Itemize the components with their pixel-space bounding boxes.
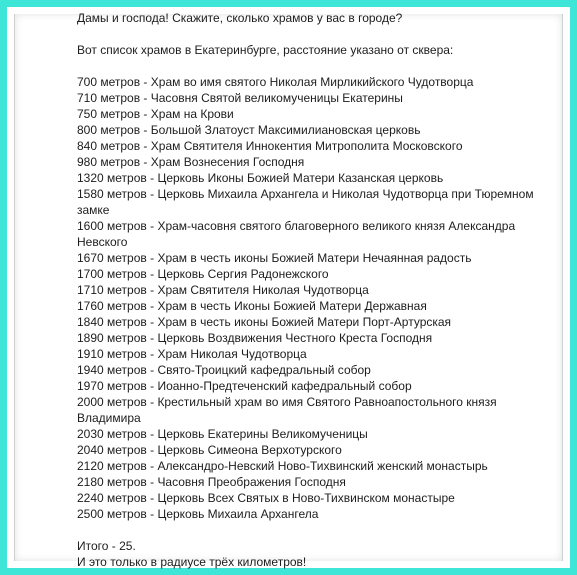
post-panel — [14, 11, 563, 569]
total-count: Итого - 25. — [77, 539, 136, 553]
post-text — [77, 10, 547, 570]
list-item: 2000 метров - Крестильный храм во имя Святого Равноапостольного князя Владимира — [77, 395, 497, 425]
intro-question: Дамы и господа! Скажите, сколько храмов у вас в городе? — [77, 11, 403, 25]
list-item: 1700 метров - Церковь Сергия Радонежского — [77, 267, 329, 281]
list-header: Вот список храмов в Екатеринбурге, расстояние указано от сквера: — [77, 43, 454, 57]
list-item: 1970 метров - Иоанно-Предтеченский кафедральный собор — [77, 379, 412, 393]
list-item: 1670 метров - Храм в честь иконы Божией Матери Нечаянная радость — [77, 251, 472, 265]
list-item: 1600 метров - Храм-часовня святого благоверного великого князя Александра Невского — [77, 219, 516, 249]
list-item: 2240 метров - Церковь Всех Святых в Ново-Тихвинском монастыре — [77, 491, 455, 505]
list-item: 2120 метров - Александро-Невский Ново-Тихвинский женский монастырь — [77, 459, 488, 473]
list-item: 800 метров - Большой Златоуст Максимилиановская церковь — [77, 123, 421, 137]
spacer — [77, 522, 547, 538]
list-item: 700 метров - Храм во имя святого Николая Мирликийского Чудотворца — [77, 75, 474, 89]
list-item: 2500 метров - Церковь Михаила Архангела — [77, 507, 319, 521]
list-item: 1910 метров - Храм Николая Чудотворца — [77, 347, 307, 361]
spacer — [77, 26, 547, 42]
list-item: 1710 метров - Храм Святителя Николая Чудотворца — [77, 283, 369, 297]
spacer — [77, 58, 547, 74]
list-item: 2180 метров - Часовня Преображения Господня — [77, 475, 346, 489]
list-item: 1940 метров - Свято-Троицкий кафедральный собор — [77, 363, 371, 377]
list-item: 1320 метров - Церковь Иконы Божией Матери Казанская церковь — [77, 171, 444, 185]
list-item: 840 метров - Храм Святителя Иннокентия Митрополита Московского — [77, 139, 463, 153]
list-item: 750 метров - Храм на Крови — [77, 107, 234, 121]
list-item: 710 метров - Часовня Святой великомученицы Екатерины — [77, 91, 403, 105]
list-item: 980 метров - Храм Вознесения Господня — [77, 155, 305, 169]
list-item: 1760 метров - Храм в честь Иконы Божией Матери Державная — [77, 299, 427, 313]
list-item: 1890 метров - Церковь Воздвижения Честного Креста Господня — [77, 331, 433, 345]
closing-remark: И это только в радиусе трёх километров! — [77, 555, 307, 569]
list-item: 2030 метров - Церковь Екатерины Великомученицы — [77, 427, 368, 441]
church-list — [77, 74, 547, 522]
list-item: 1840 метров - Храм в честь иконы Божией Матери Порт-Артурская — [77, 315, 452, 329]
list-item: 2040 метров - Церковь Симеона Верхотурского — [77, 443, 342, 457]
list-item: 1580 метров - Церковь Михаила Архангела и Николая Чудотворца при Тюремном замке — [77, 187, 534, 217]
